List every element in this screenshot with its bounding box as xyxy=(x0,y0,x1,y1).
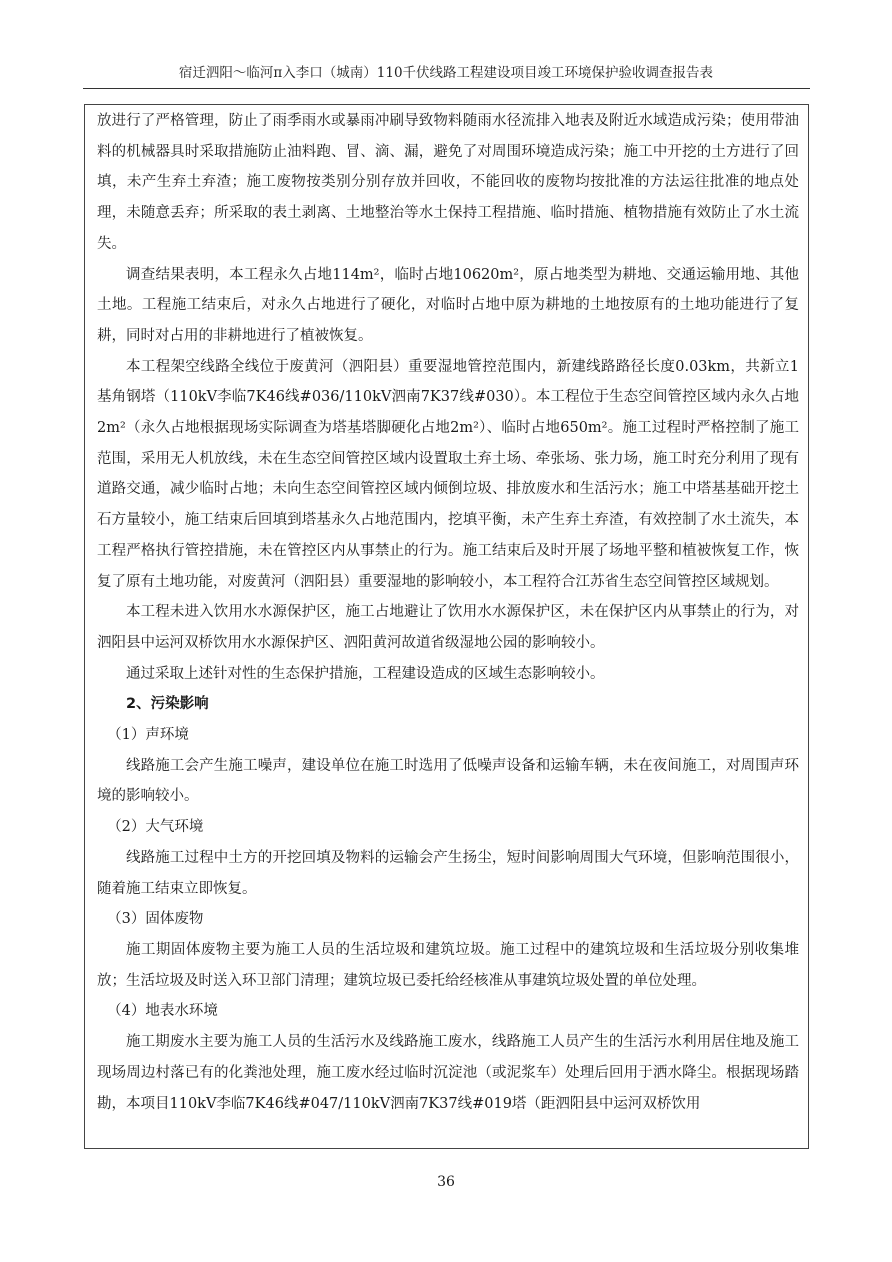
section-heading-pollution-impact: 2、污染影响 xyxy=(126,696,209,713)
paragraph-ecology-summary: 通过采取上述针对性的生态保护措施，工程建设造成的区域生态影响较小。 xyxy=(126,665,605,682)
paragraph-acoustic-environment: 线路施工会产生施工噪声，建设单位在施工时选用了低噪声设备和运输车辆，未在夜间施工，对周围声环境的影响较小。 xyxy=(97,757,799,805)
page-number-value: 36 xyxy=(437,1174,455,1190)
subheading-surface-water: （4）地表水环境 xyxy=(107,1003,218,1020)
paragraph-wetland-control-area: 本工程架空线路全线位于废黄河（泗阳县）重要湿地管控范围内，新建线路路径长度0.03km，共新立1基角钢塔（110kV李临7K46线#036/110kV泗南7K37线#030）。本工程位于生态空间管控区域内永久占地2m²（永久占地根据现场实际调查为塔基塔脚硬化占地2m²）、临时占地650m²。施工过程时严格控制了施工范围，采用无人机放线，未在生态空间管控区域内设置取土弃土场、牵张场、张力场，施工时充分利用了现有道路交通，减少临时占地；未向生态空间管控区域内倾倒垃圾、排放废水和生活污水；施工中塔基基础开挖土石方量较小，施工结束后回填到塔基永久占地范围内，挖填平衡，未产生弃土弃渣，有效控制了水土流失，本工程严格执行管控措施，未在管控区内从事禁止的行为。施工结束后及时开展了场地平整和植被恢复工作，恢复了原有土地功能，对废黄河（泗阳县）重要湿地的影响较小，本工程符合江苏省生态空间管控区域规划。 xyxy=(97,358,799,590)
page-header xyxy=(0,63,892,83)
header-divider xyxy=(83,88,810,89)
paragraph-solid-waste: 施工期固体废物主要为施工人员的生活垃圾和建筑垃圾。施工过程中的建筑垃圾和生活垃圾分别收集堆放；生活垃圾及时送入环卫部门清理；建筑垃圾已委托给经核准从事建筑垃圾处置的单位处理。 xyxy=(97,941,799,989)
paragraph-water-source-protection: 本工程未进入饮用水水源保护区，施工占地避让了饮用水水源保护区，未在保护区内从事禁止的行为，对泗阳县中运河双桥饮用水水源保护区、泗阳黄河故道省级湿地公园的影响较小。 xyxy=(97,604,799,651)
paragraph-land-occupation: 调查结果表明，本工程永久占地114m²，临时占地10620m²，原占地类型为耕地、交通运输用地、其他土地。工程施工结束后，对永久占地进行了硬化，对临时占地中原为耕地的土地按原有的土地功能进行了复耕，同时对占用的非耕地进行了植被恢复。 xyxy=(97,266,799,344)
paragraph-surface-water: 施工期废水主要为施工人员的生活污水及线路施工废水，线路施工人员产生的生活污水利用居住地及施工现场周边村落已有的化粪池处理，施工废水经过临时沉淀池（或泥浆车）处理后回用于洒水降尘。根据现场踏勘，本项目110kV李临7K46线#047/110kV泗南7K37线#019塔（距泗阳县中运河双桥饮用 xyxy=(97,1034,799,1112)
paragraph-continued-construction-management: 放进行了严格管理，防止了雨季雨水或暴雨冲刷导致物料随雨水径流排入地表及附近水域造成污染；使用带油料的机械器具时采取措施防止油料跑、冒、滴、漏，避免了对周围环境造成污染；施工中开挖的土方进行了回填，未产生弃土弃渣；施工废物按类别分别存放并回收，不能回收的废物均按批准的方法运往批准的地点处理，未随意丢弃；所采取的表土剥离、土地整治等水土保持工程措施、临时措施、植物措施有效防止了水土流失。 xyxy=(97,113,799,252)
subheading-atmospheric-environment: （2）大气环境 xyxy=(107,819,204,836)
subheading-solid-waste: （3）固体废物 xyxy=(107,911,204,928)
report-body xyxy=(97,106,799,1119)
paragraph-atmospheric-environment: 线路施工过程中土方的开挖回填及物料的运输会产生扬尘，短时间影响周围大气环境，但影响范围很小，随着施工结束立即恢复。 xyxy=(97,849,799,897)
content-frame xyxy=(84,104,809,1149)
subheading-acoustic-environment: （1）声环境 xyxy=(107,727,189,744)
page-number xyxy=(0,1172,892,1192)
report-title: 宿迁泗阳～临河π入李口（城南）110千伏线路工程建设项目竣工环境保护验收调查报告表 xyxy=(178,65,714,81)
